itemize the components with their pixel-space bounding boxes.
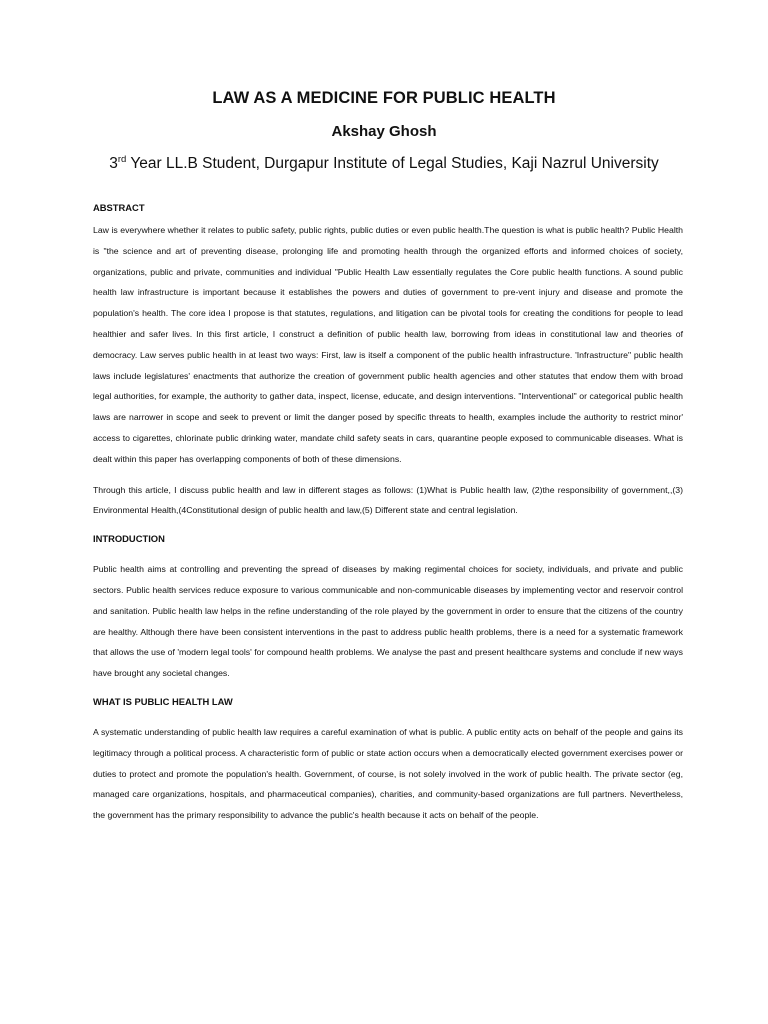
- introduction-paragraph-1: Public health aims at controlling and preventing the spread of diseases by making regimental choices for society, individuals, and private and public sectors. Public health services reduce exposure to various communicable and non-communicable diseases by implementing vector and reservoir control and sanitation. Public health law helps in the refine understanding of the role played by the government in order to ensure that the citizens of the country are healthy. Although there have been consistent interventions in the past to address public health problems, there is a need for a systematic framework that allows the use of 'modern legal tools' for compound health problems. We analyse the past and present healthcare systems and conclude if new ways have brought any societal changes.: [93, 564, 683, 679]
- affiliation-ordinal: 3: [109, 155, 118, 172]
- author-name: Akshay Ghosh: [331, 123, 437, 140]
- public-health-law-heading: WHAT IS PUBLIC HEALTH LAW: [93, 695, 233, 707]
- public-health-law-paragraph-1: A systematic understanding of public health law requires a careful examination of what is public. A public entity acts on behalf of the people and gains its legitimacy through a political process. A characteristic form of public or state action occurs when a democratically elected government exercises power or duties to protect and promote the population's health. Government, of course, is not solely involved in the work of public health. The private sector (eg, managed care organizations, hospitals, and pharmaceutical companies), charities, and community-based organizations are full partners. Nevertheless, the government has the primary responsibility to advance the public's health because it acts on behalf of the people.: [93, 726, 683, 821]
- abstract-heading: ABSTRACT: [93, 202, 145, 213]
- author-affiliation: [0, 155, 768, 173]
- abstract-paragraph-1: Law is everywhere whether it relates to public safety, public rights, public duties or even public health.The question is what is public health? Public Health is "the science and art of preventing disease, prolonging life and promoting health through the organized efforts and informed choices of society, organizations, public and private, communities and individual "Public Health Law essentially regulates the Core public health functions. A sound public health law infrastructure is important because it establishes the powers and duties of government to pre-vent injury and disease and promote the population's health. The core idea I propose is that statutes, regulations, and litigation can be pivotal tools for creating the conditions for people to lead healthier and safer lives. In this first article, I construct a definition of public health law, borrowing from ideas in constitutional law and theories of democracy. Law serves public health in at least two ways: First, law is itself a component of the public health infrastructure. 'Infrastructure" public health laws include legislatures' enactments that authorize the creation of government public health agencies and other statutes that endow them with broad legal authorities, for example, the authority to gather data, inspect, license, educate, and design interventions. "Interventional" or categorical public health laws are narrower in scope and seek to prevent or limit the danger posed by specific threats to health, examples include the authority to restrict minor' access to cigarettes, chlorinate public drinking water, mandate child safety seats in cars, quarantine people exposed to communicable diseases. What is dealt within this paper has overlapping components of both of these dimensions.: [93, 225, 683, 464]
- document-body: [93, 198, 683, 826]
- introduction-heading: INTRODUCTION: [93, 533, 165, 545]
- affiliation-ordinal-suffix: rd: [117, 154, 127, 165]
- paper-title: LAW AS A MEDICINE FOR PUBLIC HEALTH: [212, 89, 556, 107]
- abstract-paragraph-2: Through this article, I discuss public health and law in different stages as follows: (1)What is Public health law, (2)the responsibility of government,,(3) Environmental Health,(4Constitutional design of public health and law,(5) Different state and central legislation.: [93, 484, 683, 516]
- affiliation-text: Year LL.B Student, Durgapur Institute of Legal Studies, Kaji Nazrul University: [126, 155, 659, 172]
